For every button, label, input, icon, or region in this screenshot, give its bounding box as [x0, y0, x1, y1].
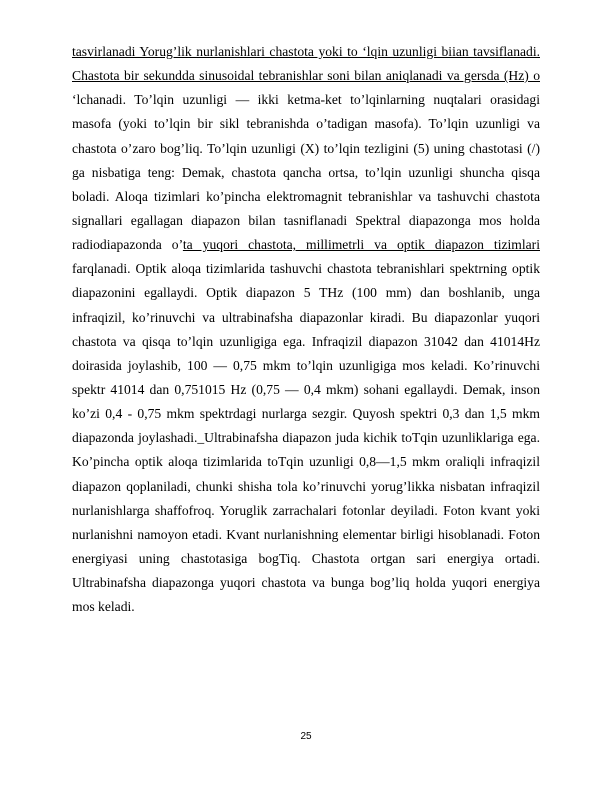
- text-line-3: ‘lchanadi. To’lqin uzunligi — ikki ketma-ket to’lqinlarning nuqtalari orasidagi: [72, 92, 540, 108]
- text-line-14: doirasida joylashib, 100 — 0,75 mkm to’lqin uzunligiga mos keladi. Ko’rinuvchi: [72, 357, 540, 373]
- text-line-22: energiyasi uning chastotasiga bogTiq. Chastota ortgan sari energiya ortadi.: [72, 550, 540, 566]
- body-text: [72, 40, 540, 619]
- text-line-13: chastota va qisqa to’lqin uzunligiga ega. Infraqizil diapazon 31042 dan 41014Hz: [72, 333, 540, 349]
- text-line-20: nurlanishlarga shaffofroq. Yoruglik zarrachalari fotonlar deyiladi. Foton kvant yoki: [72, 502, 540, 518]
- text-line-18: Ko’pincha optik aloqa tizimlarida toTqin uzunligi 0,8—1,5 mkm oraliqli infraqizil: [72, 454, 540, 470]
- text-line-23: Ultrabinafsha diapazonga yuqori chastota va bunga bog’liq holda yuqori energiya: [72, 575, 540, 591]
- text-line-8: signallari egallagan diapazon bilan tasniflanadi Spektral diapazonga mos holda: [72, 212, 540, 228]
- text-line-9-underlined: ta yuqori chastota, millimetrli va optik diapazon tizimlari: [182, 237, 540, 253]
- text-line-19: diapazon qoplaniladi, chunki shisha tola ko’rinuvchi yorug’likka nisbatan infraqizil: [72, 478, 540, 494]
- text-line-9-plain: radiodiapazonda o’: [72, 237, 183, 253]
- text-line-2: Chastota bir sekundda sinusoidal tebranishlar soni bilan aniqlanadi va gersda (Hz) o: [72, 68, 540, 84]
- text-line-24: mos keladi.: [72, 599, 135, 615]
- text-line-17: diapazonda joylashadi._Ultrabinafsha diapazon juda kichik toTqin uzunliklariga ega.: [72, 430, 540, 446]
- text-line-12: infraqizil, ko’rinuvchi va ultrabinafsha diapazonlar kiradi. Bu diapazonlar yuqori: [72, 309, 540, 325]
- text-line-4: masofa (yoki to’lqin bir sikl tebranishda o’tadigan masofa). To’lqin uzunligi va: [72, 116, 540, 132]
- text-line-10: farqlanadi. Optik aloqa tizimlarida tashuvchi chastota tebranishlari spektrning optik: [72, 261, 540, 277]
- text-line-11: diapazonini egallaydi. Optik diapazon 5 THz (100 mm) dan boshlanib, unga: [72, 285, 540, 301]
- text-line-16: ko’zi 0,4 - 0,75 mkm spektrdagi nurlarga sezgir. Quyosh spektri 0,3 dan 1,5 mkm: [72, 406, 540, 422]
- text-line-21: nurlanishni namoyon etadi. Kvant nurlanishning elementar birligi hisoblanadi. Foton: [72, 526, 540, 542]
- text-line-7: boladi. Aloqa tizimlari ko’pincha elektromagnit tebranishlar va tashuvchi chastota: [72, 188, 540, 204]
- text-line-9: [72, 233, 540, 257]
- text-line-5: chastota o’zaro bog’liq. To’lqin uzunligi (X) to’lqin tezligini (5) uning chastotasi (/): [72, 140, 540, 156]
- text-line-1: tasvirlanadi Yorug’lik nurlanishlari chastota yoki to ‘lqin uzunligi biian tavsiflanadi.: [72, 44, 540, 59]
- text-line-15: spektr 41014 dan 0,751015 Hz (0,75 — 0,4 mkm) sohani egallaydi. Demak, inson: [72, 381, 540, 397]
- page-number: 25: [300, 731, 312, 742]
- text-line-6: ga nisbatiga teng: Demak, chastota qancha ortsa, to’lqin uzunligi shuncha qisqa: [72, 164, 540, 180]
